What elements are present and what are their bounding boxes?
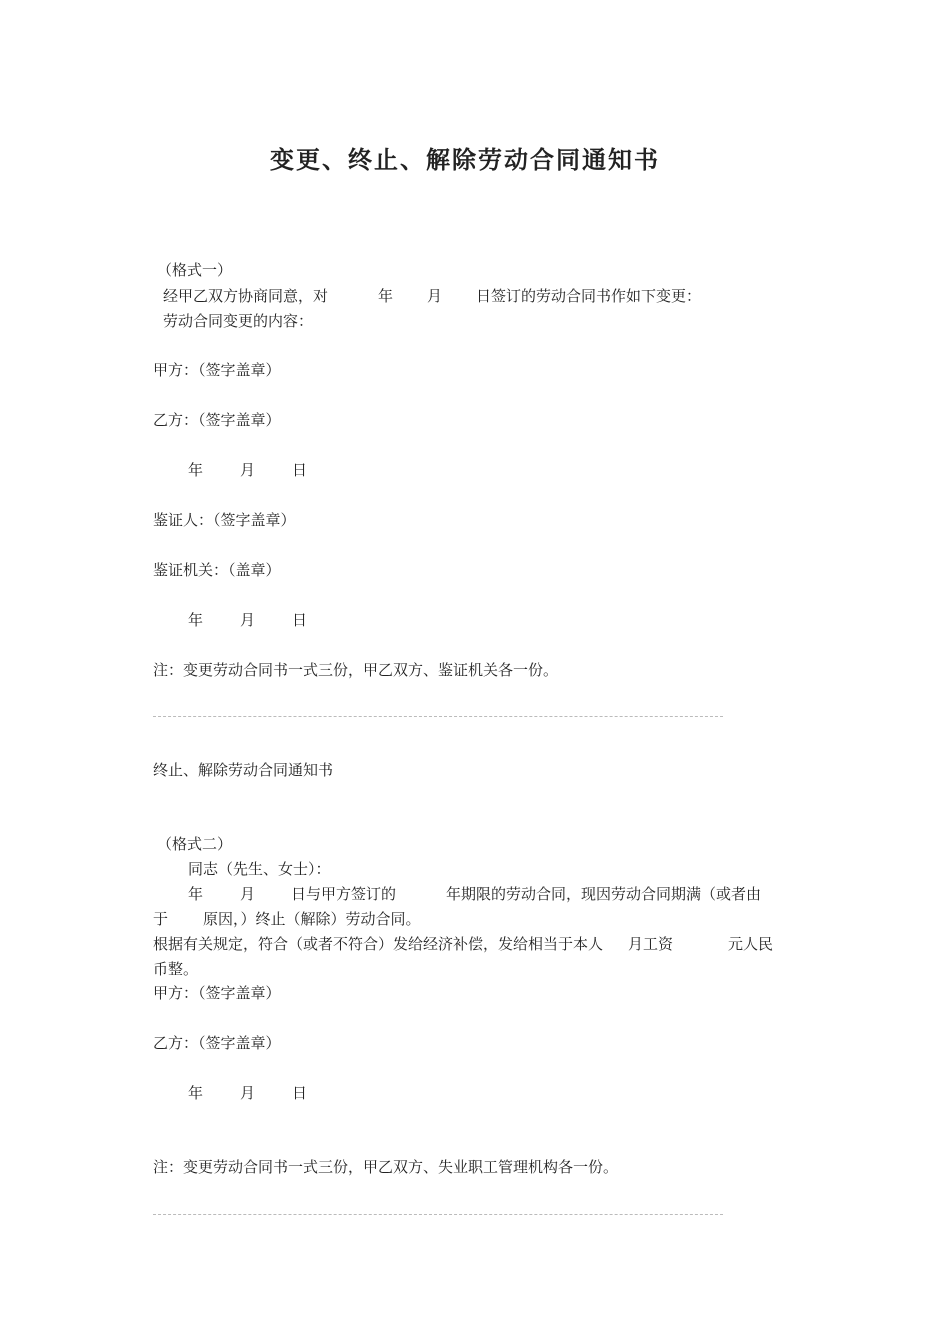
- line1-month: 月: [240, 885, 256, 903]
- format1-date: [188, 459, 307, 481]
- line1-year: 年: [188, 885, 204, 903]
- line3-text-b: 月工资: [628, 935, 674, 953]
- date-month: 月: [240, 461, 256, 479]
- format2-line1: [188, 883, 761, 905]
- format2-party-a: 甲方：（签字盖章）: [153, 984, 281, 1002]
- intro-month: 月: [427, 287, 443, 305]
- format1-witness: 鉴证人：（签字盖章）: [153, 511, 296, 529]
- format2-label: （格式二）: [157, 835, 233, 853]
- date2-day: 日: [292, 611, 308, 629]
- divider: [153, 1214, 723, 1227]
- format1-agency: 鉴证机关：（盖章）: [153, 561, 281, 579]
- format1-content-label: 劳动合同变更的内容：: [163, 312, 314, 330]
- format1-label: （格式一）: [157, 261, 233, 279]
- section2-title: 终止、解除劳动合同通知书: [153, 761, 334, 779]
- format1-date2: [188, 609, 307, 631]
- format2-greeting: 同志（先生、女士）：: [188, 860, 331, 878]
- f2-date-day: 日: [292, 1084, 308, 1102]
- line3-text-a: 根据有关规定，符合（或者不符合）发给经济补偿，发给相当于本人: [153, 935, 604, 953]
- intro-text-d: 日签订的劳动合同书作如下变更：: [476, 287, 702, 305]
- format1-party-b: 乙方：（签字盖章）: [153, 411, 281, 429]
- date-day: 日: [292, 461, 308, 479]
- line1-text-c: 日与甲方签订的: [291, 885, 397, 903]
- format2-line3: [153, 933, 773, 955]
- format1-party-a: 甲方：（签字盖章）: [153, 361, 281, 379]
- date2-month: 月: [240, 611, 256, 629]
- f2-date-month: 月: [240, 1084, 256, 1102]
- format1-intro: [163, 285, 701, 307]
- format2-date: [188, 1082, 307, 1104]
- page-title: 变更、终止、解除劳动合同通知书: [270, 145, 660, 174]
- line1-text-d: 年期限的劳动合同，现因劳动合同期满（或者由: [446, 885, 762, 903]
- format1-note: 注：变更劳动合同书一式三份，甲乙双方、鉴证机关各一份。: [153, 661, 559, 679]
- intro-text-a: 经甲乙双方协商同意，对: [163, 287, 329, 305]
- format2-note: 注：变更劳动合同书一式三份，甲乙双方、失业职工管理机构各一份。: [153, 1158, 619, 1176]
- format2-line2: [153, 908, 421, 930]
- divider: [153, 716, 723, 729]
- line2-text-a: 于: [153, 910, 169, 928]
- intro-year: 年: [378, 287, 394, 305]
- line3-text-c: 元人民: [728, 935, 774, 953]
- format2-line4: 币整。: [153, 960, 199, 978]
- date2-year: 年: [188, 611, 204, 629]
- format2-party-b: 乙方：（签字盖章）: [153, 1034, 281, 1052]
- date-year: 年: [188, 461, 204, 479]
- f2-date-year: 年: [188, 1084, 204, 1102]
- line2-text-b: 原因，）终止（解除）劳动合同。: [203, 910, 421, 928]
